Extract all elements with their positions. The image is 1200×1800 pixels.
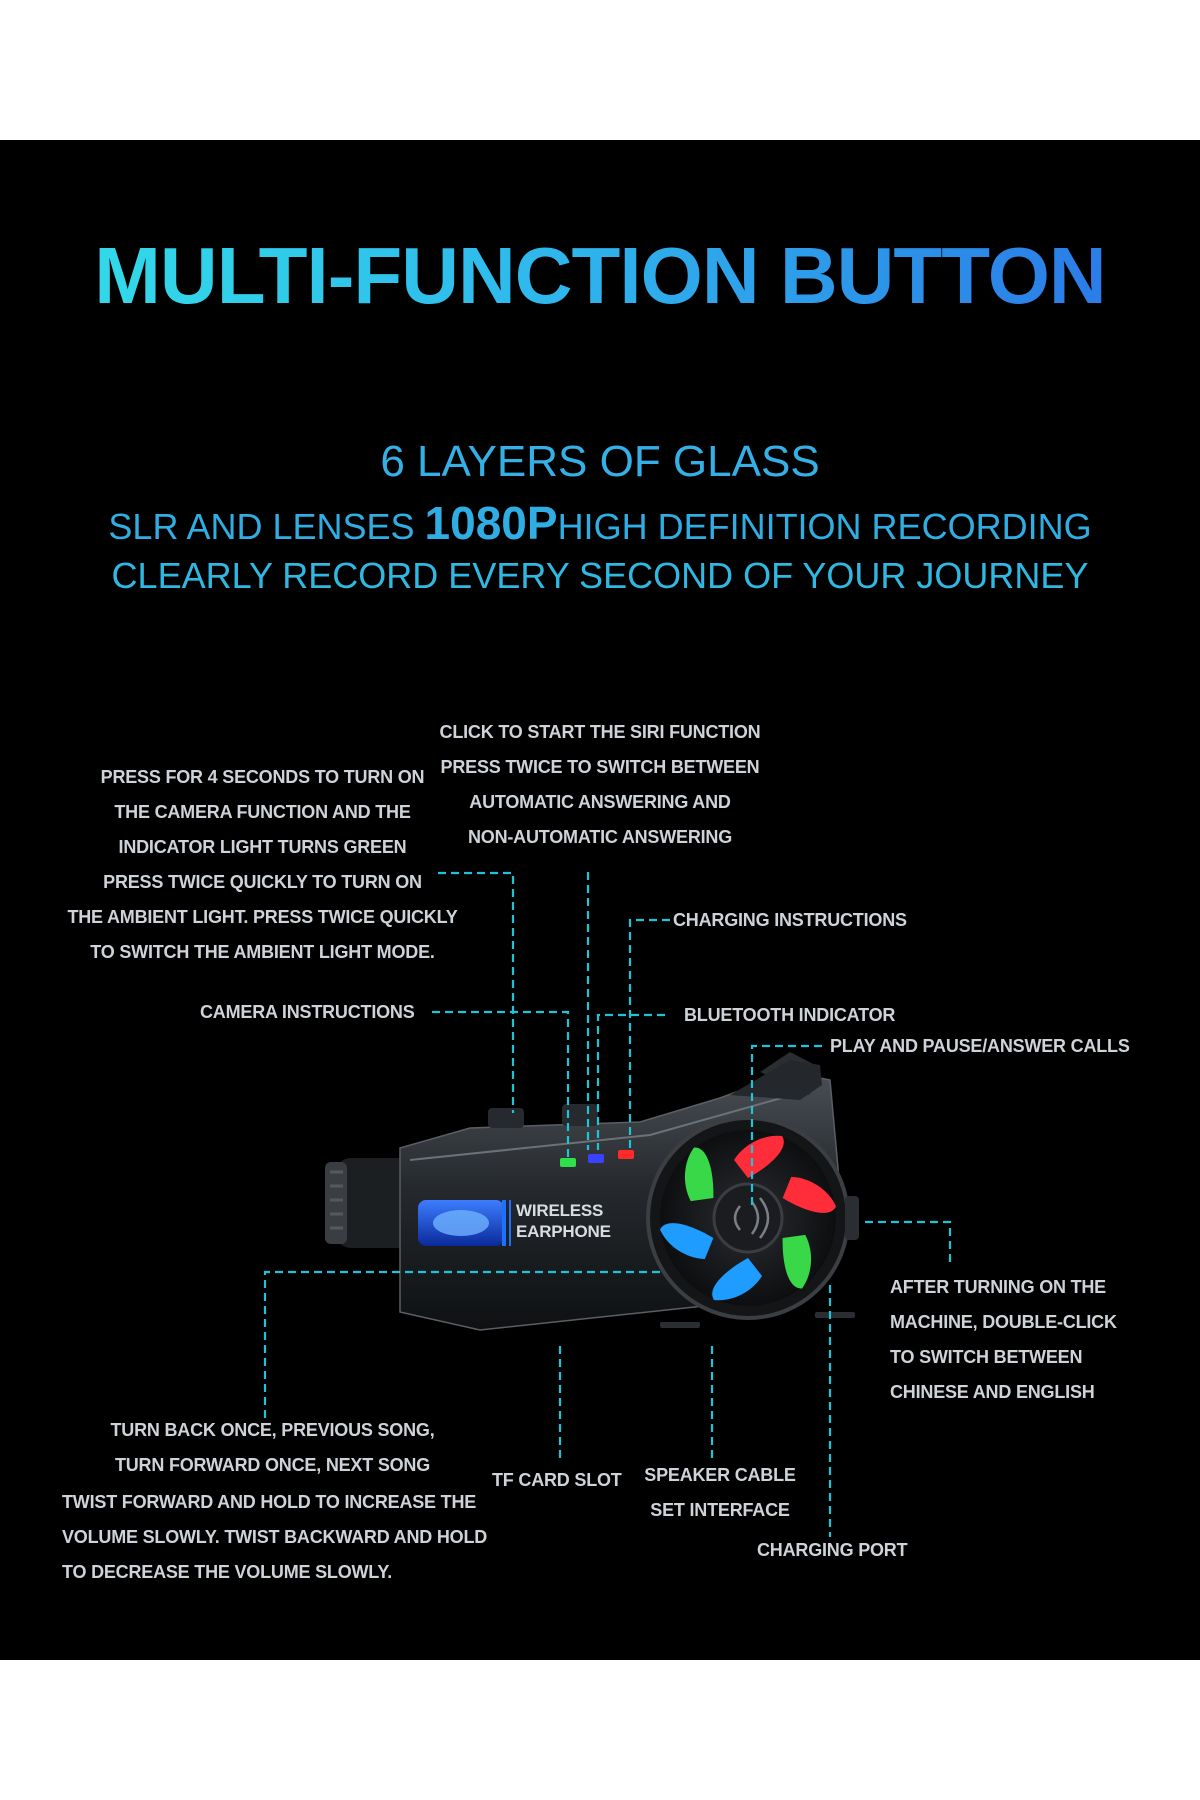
play-pause-label: PLAY AND PAUSE/ANSWER CALLS <box>830 1036 1130 1056</box>
label-line: AUTOMATIC ANSWERING AND <box>469 792 731 812</box>
page-title: MULTI-FUNCTION BUTTON <box>0 230 1200 322</box>
tf-card-slot-label: TF CARD SLOT <box>492 1470 622 1490</box>
volume-hold-label <box>62 1485 487 1590</box>
speaker-cable-label <box>630 1458 810 1528</box>
label-line: TURN BACK ONCE, PREVIOUS SONG, <box>110 1420 435 1440</box>
camera-button-label <box>60 760 465 970</box>
label-line: TWIST FORWARD AND HOLD TO INCREASE THE <box>62 1492 477 1512</box>
brand-line: WIRELESS <box>516 1201 604 1220</box>
subtitle-recording-prefix: SLR AND LENSES <box>108 506 425 547</box>
label-line: TURN FORWARD ONCE, NEXT SONG <box>114 1455 431 1475</box>
green-indicator-light <box>560 1158 576 1167</box>
brand-line: EARPHONE <box>516 1222 611 1241</box>
language-button <box>845 1196 859 1240</box>
charging-port-label: CHARGING PORT <box>757 1540 908 1560</box>
subtitle-glass-layers: 6 LAYERS OF GLASS <box>380 437 820 486</box>
label-line: SPEAKER CABLE <box>644 1465 796 1485</box>
device-brand-text <box>516 1200 611 1242</box>
charging-instructions-label: CHARGING INSTRUCTIONS <box>673 910 907 930</box>
label-line: INDICATOR LIGHT TURNS GREEN <box>118 837 407 857</box>
label-line: TO SWITCH THE AMBIENT LIGHT MODE. <box>90 942 435 962</box>
siri-button-label <box>430 715 770 855</box>
label-line: VOLUME SLOWLY. TWIST BACKWARD AND HOLD <box>62 1527 488 1547</box>
bluetooth-indicator-label: BLUETOOTH INDICATOR <box>684 1005 896 1025</box>
label-line: AFTER TURNING ON THE <box>890 1277 1106 1297</box>
speaker-interface-port <box>660 1322 700 1328</box>
camera-instructions-label: CAMERA INSTRUCTIONS <box>200 1002 415 1022</box>
label-line: MACHINE, DOUBLE-CLICK <box>890 1312 1117 1332</box>
label-line: TO DECREASE THE VOLUME SLOWLY. <box>62 1562 393 1582</box>
camera-button-top <box>488 1108 524 1128</box>
red-indicator-light <box>618 1150 634 1159</box>
label-line: CHINESE AND ENGLISH <box>890 1382 1095 1402</box>
label-line: NON-AUTOMATIC ANSWERING <box>467 827 733 847</box>
volume-knob-label <box>55 1413 490 1483</box>
label-line: THE CAMERA FUNCTION AND THE <box>114 802 411 822</box>
blue-indicator-light <box>588 1154 604 1163</box>
charging-port-icon <box>815 1312 855 1318</box>
label-line: PRESS TWICE TO SWITCH BETWEEN <box>440 757 760 777</box>
label-line: THE AMBIENT LIGHT. PRESS TWICE QUICKLY <box>67 907 458 927</box>
label-line: PRESS TWICE QUICKLY TO TURN ON <box>103 872 422 892</box>
label-line: TO SWITCH BETWEEN <box>890 1347 1083 1367</box>
subtitle-recording-suffix: HIGH DEFINITION RECORDING <box>557 506 1092 547</box>
label-line: PRESS FOR 4 SECONDS TO TURN ON <box>100 767 425 787</box>
label-line: SET INTERFACE <box>650 1500 790 1520</box>
subtitle-journey: CLEARLY RECORD EVERY SECOND OF YOUR JOURNEY <box>111 555 1089 596</box>
language-switch-label <box>890 1270 1117 1410</box>
label-line: CLICK TO START THE SIRI FUNCTION <box>439 722 761 742</box>
subtitle-resolution: 1080P <box>424 497 558 549</box>
